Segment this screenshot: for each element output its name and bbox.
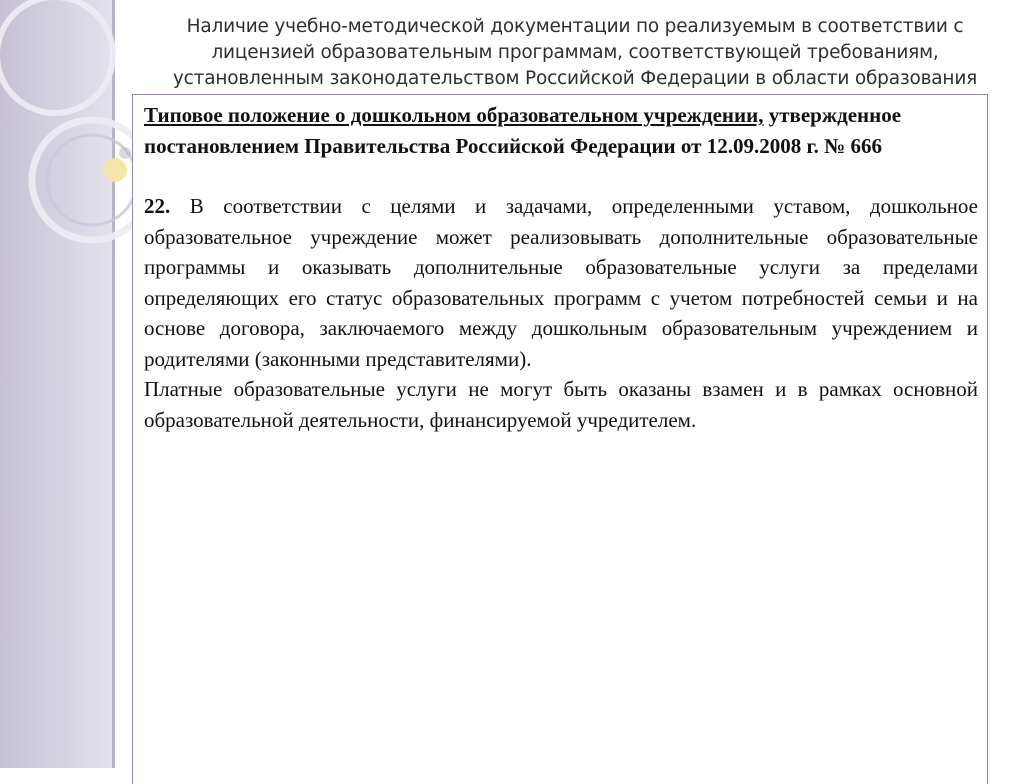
slide-title: Наличие учебно-методической документации по реализуемым в соответствии с лицензией образовательным программам, соответствующей требованиям, установленным законодательством Российской Федерации в области образования (172, 16, 978, 89)
heading-underlined: Типовое положение о дошкольном образовательном учреждении, (144, 103, 764, 127)
paragraph-paid-services: Платные образовательные услуги не могут быть оказаны взамен и в рамках основной образовательной деятельности, финансируемой учредителем. (144, 377, 978, 432)
clause-text: В соответствии с целями и задачами, определенными уставом, дошкольное образовательное учреждение может реализовывать дополнительные образовательные программы и оказывать дополнительные образовательные услуги за пределами определяющих его статус образовательных программ с учетом потребностей семьи и на основе договора, заключаемого между дошкольным образовательным учреждением и родителями (законными представителями). (144, 194, 978, 371)
document-heading (144, 100, 978, 161)
document-body (144, 100, 978, 435)
clause-22 (144, 191, 978, 374)
yellow-dot (103, 158, 127, 182)
clause-number: 22. (144, 194, 171, 218)
heading-rest: утвержденное постановлением Правительства Российской Федерации от 12.09.2008 г. № 666 (144, 103, 902, 158)
